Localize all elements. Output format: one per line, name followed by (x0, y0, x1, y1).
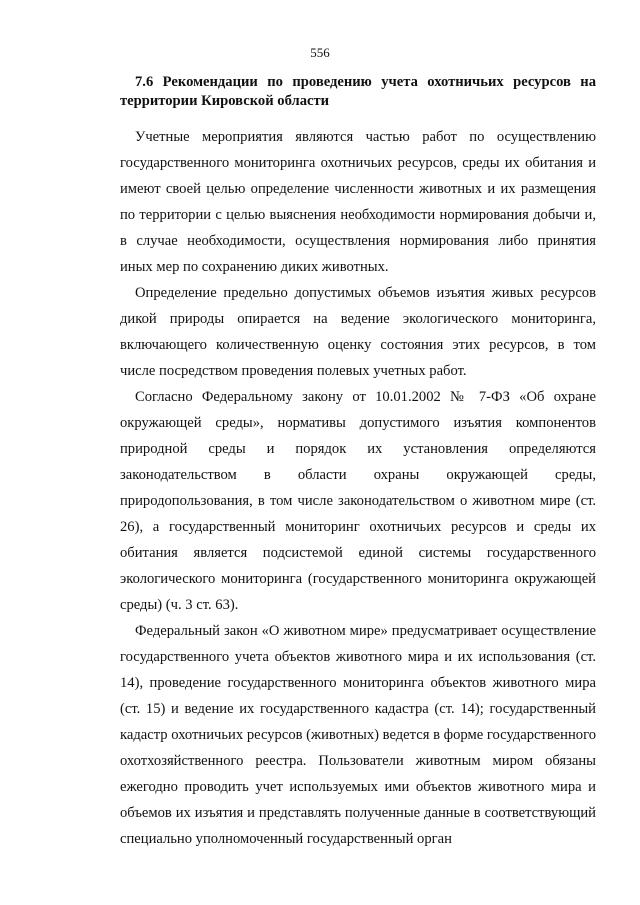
page-content (120, 73, 596, 852)
paragraph-1: Учетные мероприятия являются частью работ по осуществлению государственного мониторинга охотничьих ресурсов, среды их обитания и имеют своей целью определение численности животных и их размещения по территории с целью выяснения необходимости нормирования добычи и, в случае необходимости, осуществления нормирования либо принятия иных мер по сохранению диких животных. (120, 129, 596, 275)
paragraph-3: Согласно Федеральному закону от 10.01.2002 № 7-ФЗ «Об охране окружающей среды», нормативы допустимого изъятия компонентов природной среды и порядок их установления определяются законодательством в области охраны окружающей среды, природопользования, в том числе законодательством о животном мире (ст. 26), а государственный мониторинг охотничьих ресурсов и среды их обитания является подсистемой единой системы государственного экологического мониторинга (государственного мониторинга окружающей среды) (ч. 3 ст. 63). (120, 389, 596, 613)
paragraph-2: Определение предельно допустимых объемов изъятия живых ресурсов дикой природы опирается на ведение экологического мониторинга, включающего количественную оценку состояния этих ресурсов, в том числе посредством проведения полевых учетных работ. (120, 285, 596, 379)
page-number: 556 (310, 45, 330, 60)
section-heading: 7.6 Рекомендации по проведению учета охотничьих ресурсов на территории Кировской области (120, 74, 596, 109)
paragraph-4: Федеральный закон «О животном мире» предусматривает осуществление государственного учета объектов животного мира и их использования (ст. 14), проведение государственного мониторинга объектов животного мира (ст. 15) и ведение их государственного кадастра (ст. 14); государственный кадастр охотничьих ресурсов (животных) ведется в форме государственного охотхозяйственного реестра. Пользователи животным миром обязаны ежегодно проводить учет используемых ими объектов животного мира и объемов их изъятия и представлять полученные данные в соответствующий специально уполномоченный государственный орган (120, 623, 596, 847)
